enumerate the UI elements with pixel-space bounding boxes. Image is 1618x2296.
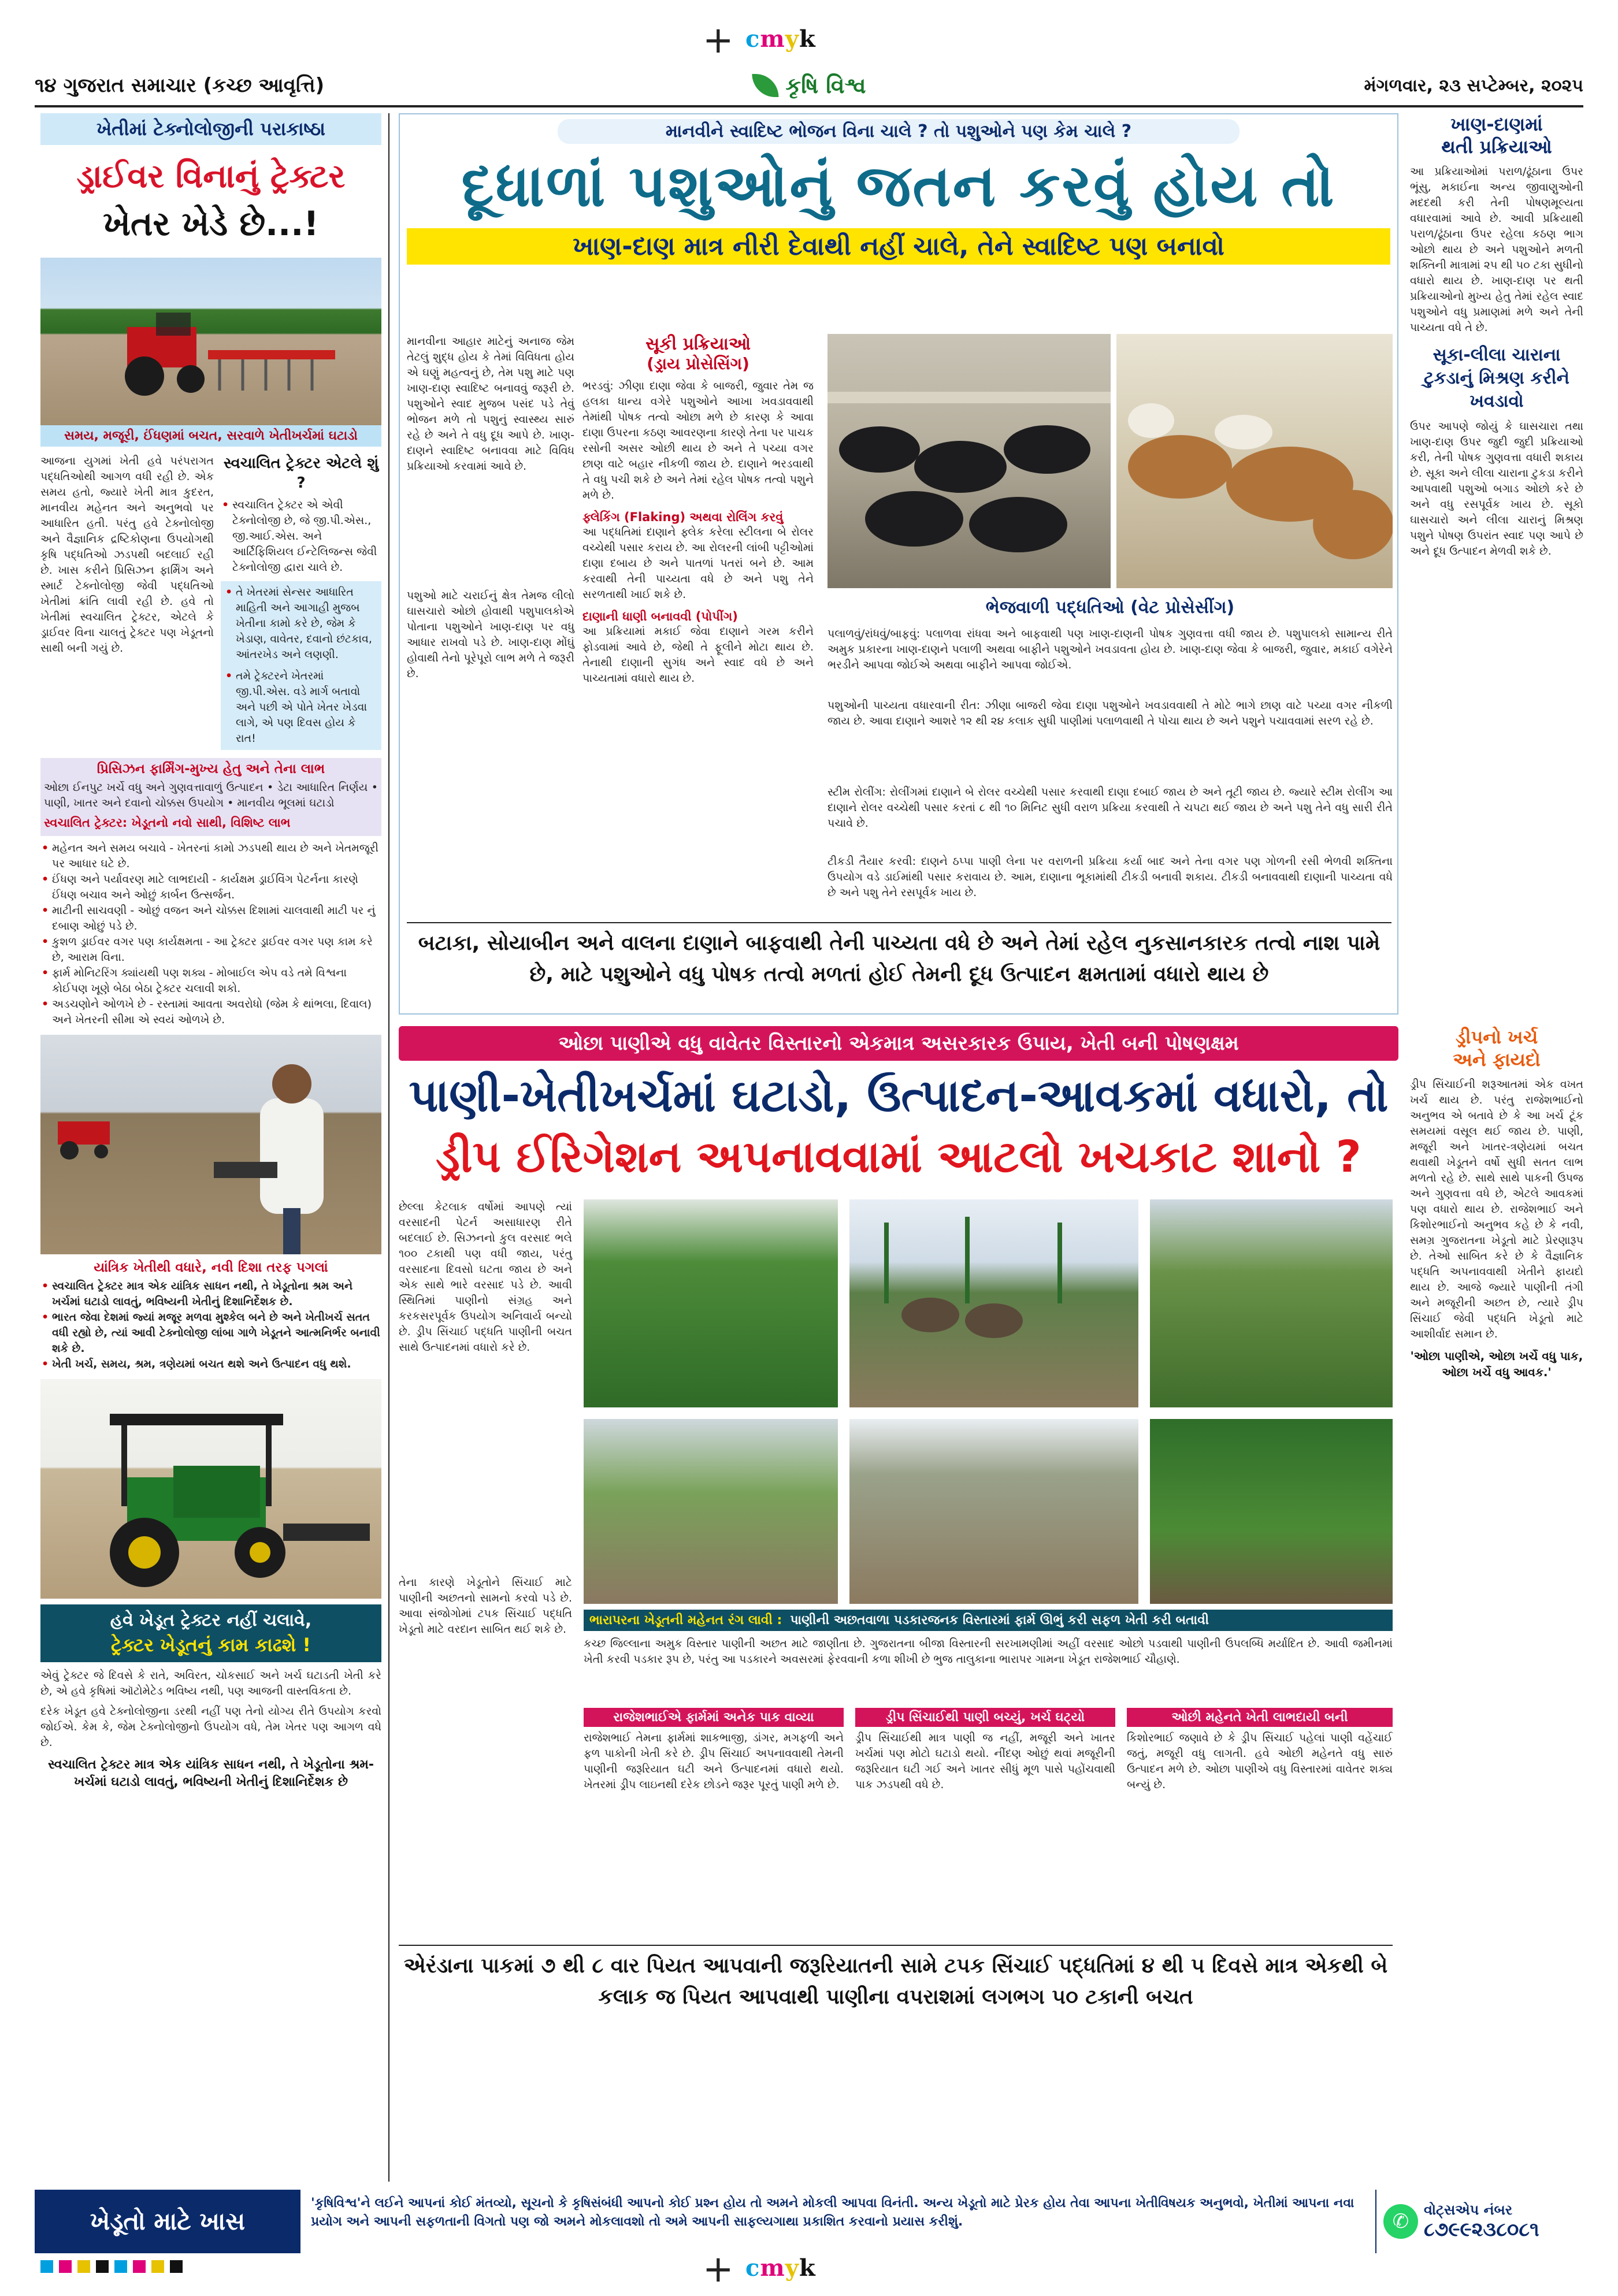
pellet-text: ટીકડી તૈયાર કરવી: દાણને ઠપ્પા પાણી લેના પર વરાળની પ્રક્રિયા કર્યા બાદ અને તેના વગર પણ ગોળની રસી ભેળવી શક્તિના ઉપયોગ વડે ડાઈમાંથી પસાર કરાવાય છે. આમ, દાણાના ભૂકામાંથી ટીકડી બનાવી શકાય. ટીકડી બનાવવાથી દાણાની પાચ્યતા વધે છે અને પશુ તેને રસપૂર્વક ખાય છે. (827, 855, 1393, 899)
future-item: • ભારત જેવા દેશમાં જ્યાં મજૂર મળવા મુશ્કેલ બને છે અને ખેતીખર્ચ સતત વધી રહ્યો છે, ત્યાં આવી ટેક્નોલોજી લાંબા ગાળે ખેડૂતને આત્મનિર્ભર બનાવી શકે છે. (40, 1310, 381, 1357)
col3-head: ઓછી મહેનતે ખેતી લાભદાયી બની (1127, 1708, 1393, 1727)
cmyk-mark-bottom: cmyk (745, 2254, 816, 2282)
roll-text: આ પદ્ધતિમાં દાણાને ફ્લેક કરેલા સ્ટીલના બે રોલર વચ્ચેથી પસાર કરાય છે. આ રોલરની લાંબી પટ્ટીઓમાં દાણા દબાય છે અને પાતળાં પતરાં બને છે. આમ કરવાથી તેની પાચ્યતા વધે છે અને પશુ તેને સરળતાથી ખાઈ શકે છે. (582, 526, 814, 601)
drip-photo-crop (1150, 1419, 1393, 1604)
inset-text: કચ્છ જિલ્લાના અમુક વિસ્તાર પાણીની અછત માટે જાણીતા છે. ગુજરાતના બીજા વિસ્તારની સરખામણીમાં અહીં વરસાદ ઓછો પડવાથી પાણીની ઉપલબ્ધિ મર્યાદિત છે. આવી જમીનમાં ખેતી કરવી પડકાર રૂપ છે, પરંતુ આ પડકારને અવસરમાં ફેરવવાની કળા શીખી છે ભુજ તાલુકાના ભારાપર ગામના ખેડૂત રાજેશભાઈ ચૌહાણે. (584, 1637, 1393, 1666)
box-title: સ્વચાલિત ટ્રેક્ટર એટલે શું ? (223, 455, 379, 492)
cattle-feed-story (399, 113, 1398, 1015)
col2-head: ડ્રીપ સિંચાઈથી પાણી બચ્યું, ખર્ચ ઘટ્યો (855, 1708, 1115, 1727)
side-text: ડ્રીપ સિંચાઈની શરૂઆતમાં એક વખત ખર્ચ થાય છે. પરંતુ રાજેશભાઈનો અનુભવ એ બતાવે છે કે આ ખર્ચ ટૂંક સમયમાં વસૂલ થઈ જાય છે. પાણી, મજૂરી અને ખાતર-ત્રણેયમાં બચત થવાથી ખેડૂતને વર્ષો સુધી સતત લાભ મળતો રહે છે. સાથે સાથે પાકની ઉપજ અને ગુણવત્તા વધે છે, એટલે આવકમાં પણ વધારો થાય છે. રાજેશભાઈ અને કિશોરભાઈનો અનુભવ કહે છે કે નવી, સમગ્ર ગુજરાતના ખેડૂતો માટે પ્રેરણારૂપ છે. તેઓ સાબિત કરે છે કે વૈજ્ઞાનિક પદ્ધતિ અપનાવવાથી ખેતીને ફાયદો થાય છે. આજે જ્યારે પાણીની તંગી અને મજૂરીની અછત છે, ત્યારે ડ્રીપ સિંચાઈ જેવી પદ્ધતિ ખેડૂતો માટે આશીર્વાદ સમાન છે. (1410, 1078, 1583, 1340)
footer-text: 'કૃષિવિશ્વ'ને લઈને આપનાં કોઈ મંતવ્યો, સૂચનો કે કૃષિસંબંધી આપનો કોઈ પ્રશ્ન હોય તો અમને મોકલી આપવા વિનંતી. અન્ય ખેડૂતો માટે પ્રેરક હોય તેવા આપના ખેતીવિષયક અનુભવો, ખેતીમાં આપના નવા પ્રયોગ અને આપની સફળતાની વિગતો પણ જો અમને મોકલાવશો તો અમે આપની સાફલ્યગાથા પ્રકાશિત કરવાનો પ્રયાસ કરીશું. (300, 2190, 1375, 2253)
drip-col-2 (855, 1708, 1115, 1793)
tractor-banner-line-1: હવે ખેડૂત ટ્રેક્ટર નહીં ચલાવે, (110, 1610, 312, 1630)
col3-text: કિશોરભાઈ જણાવે છે કે ડ્રીપ સિંચાઈ પહેલાં પાણી વહેંચાઈ જતું, મજૂરી વધુ લાગતી. હવે ઓછી મહેનતે વધુ સારું ઉત્પાદન મળે છે. ઓછા પાણીએ વધુ વિસ્તારમાં વાવેતર શક્ય બન્યું છે. (1127, 1732, 1393, 1791)
drip-photo-field (849, 1419, 1138, 1604)
paper-name: ૧૪ ગુજરાત સમાચાર (કચ્છ આવૃત્તિ) (35, 74, 325, 97)
benefit-item: • અડચણોને ઓળખે છે - રસ્તામાં આવતા અવરોધો (જેમ કે થાંભલા, દિવાલ) અને ખેતરની સીમા એ સ્વયં ઓળખે છે. (40, 997, 381, 1028)
registration-cross-top: + (703, 19, 734, 62)
benefit-item: • કુશળ ડ્રાઈવર વગર પણ કાર્યક્ષમતા - આ ટ્રેક્ટર ડ્રાઈવર વગર પણ કામ કરે છે, આરામ વિના. (40, 934, 381, 965)
col1-text: રાજેશભાઈ તેમના ફાર્મમાં શાકભાજી, ડાંગર, મગફળી અને ફળ પાકોની ખેતી કરે છે. ડ્રીપ સિંચાઈ અપનાવવાથી તેમની પાણીની જરૂરિયાત ઘટી અને ઉત્પાદનમાં વધારો થયો. ખેતરમાં ડ્રીપ લાઇનથી દરેક છોડને જરૂર પૂરતું પાણી મળે છે. (584, 1732, 844, 1791)
drip-headline-1: પાણી-ખેતીખર્ચમાં ઘટાડો, ઉત્પાદન-આવકમાં વધારો, તો (409, 1070, 1389, 1122)
right-head-1: ખાણ-દાણમાં (1450, 113, 1543, 135)
drip-col-3 (1127, 1708, 1393, 1793)
drip-photo-rows (1150, 1199, 1393, 1407)
left-intro: આજના યુગમાં ખેતી હવે પરંપરાગત પદ્ધતિઓથી આગળ વધી રહી છે. એક સમય હતો, જ્યારે ખેતી માત્ર કુદરત, માનવીય મહેનત અને અનુભવો પર આધારિત હતી. પરંતુ હવે ટેક્નોલોજી અને વૈજ્ઞાનિક દ્રષ્ટિકોણના ઉપયોગથી કૃષિ પદ્ધતિઓ ઝડપથી બદલાઈ રહી છે. ખાસ કરીને પ્રિસિઝન ફાર્મિંગ અને સ્માર્ટ ટેક્નોલોજી જેવી પદ્ધતિઓ ખેતીમાં ક્રાંતિ લાવી રહી છે. હવે તો ખેતીમાં સ્વચાલિત ટ્રેક્ટર, એટલે કે ડ્રાઈવર વિના ચાલતું ટ્રેક્ટર પણ ખેડૂતનો સાથી બની ગયું છે. (40, 455, 214, 655)
masthead (35, 69, 1583, 102)
closing-bold: સ્વચાલિત ટ્રેક્ટર માત્ર એક યાંત્રિક સાધન નથી, તે ખેડૂતોના શ્રમ-ખર્ચમાં ઘટાડો લાવતું, ભવિષ્યની ખેતીનું દિશાનિર્દેશક છે (47, 1758, 374, 1789)
tractor-banner-line-2: ટ્રેક્ટર ખેડૂતનું કામ કાઢશે ! (110, 1634, 311, 1656)
dry-head-1: સૂકી પ્રક્રિયાઓ (645, 334, 751, 354)
precision-text: ઓછા ઈનપુટ ખર્ચે વધુ અને ગુણવત્તાવાળું ઉત્પાદન • ડેટા આધારિત નિર્ણય • પાણી, ખાતર અને દવાનો ચોક્કસ ઉપયોગ • માનવીય ભૂલમાં ઘટાડો (44, 781, 378, 809)
whatsapp-number: ૮૭૯૯૨૩૮૦૮૧ (1424, 2218, 1539, 2241)
pop-head: દાણાની ધાણી બનાવવી (પોપીંગ) (582, 610, 738, 623)
future-item: • ખેતી ખર્ચ, સમય, શ્રમ, ત્રણેયમાં બચત થશે અને ઉત્પાદન વધુ થશે. (40, 1357, 381, 1372)
side-quote: 'ઓછા પાણીએ, ઓછા ખર્ચે વધુ પાક, ઓછા ખર્ચે વધુ આવક.' (1410, 1349, 1583, 1379)
photo-caption: ભેજવાળી પદ્ધતિઓ (વેટ પ્રોસેસીંગ) (985, 597, 1235, 618)
inset-label: ભારાપરના ખેડૂતની મહેનત રંગ લાવી : (589, 1613, 782, 1628)
benefit-item: • માટીની સાચવણી - ઓછું વજન અને ચોક્કસ દિશામાં ચાલવાથી માટી પર નું દબાણ ઓછું પડે છે. (40, 903, 381, 934)
left-headline-1: ડ્રાઈવર વિનાનું ટ્રેક્ટર (76, 158, 346, 195)
benefit-item: • ફાર્મ મોનિટરિંગ ક્યાંયથી પણ શક્ય - મોબાઈલ એપ વડે તમે વિશ્વના કોઈપણ ખૂણે બેઠા બેઠા ટ્રેક્ટર ચલાવી શકો. (40, 965, 381, 997)
drip-photo-bullocks (849, 1199, 1138, 1407)
drip-irrigation-story (399, 1026, 1398, 2176)
roll-head: ફ્લેકિંગ (Flaking) અથવા રોલિંગ કરવું (582, 510, 784, 524)
left-photo-caption: સમય, મજૂરી, ઈંધણમાં બચત, સરવાળે ખેતીખર્ચમાં ઘટાડો (40, 425, 381, 447)
center-footer: બટાકા, સોયાબીન અને વાલના દાણાને બાફવાથી તેની પાચ્યતા વધે છે અને તેમાં રહેલ નુકસાનકારક તત્વો નાશ પામે છે, માટે પશુઓને વધુ પોષક તત્વો મળતાં હોઈ તેમની દૂધ ઉત્પાદન ક્ષમતામાં વધારો થાય છે (418, 931, 1381, 986)
col2-text: ડ્રીપ સિંચાઈથી માત્ર પાણી જ નહીં, મજૂરી અને ખાતર ખર્ચમાં પણ મોટો ઘટાડો થયો. નીંદણ ઓછું થવાં મજૂરીની જરૂરિયાત ઘટી ગઈ અને ખાતર સીધું મૂળ પાસે પહોંચવાથી પાક ઝડપથી વધે છે. (855, 1732, 1115, 1791)
footer-label: ખેડૂતો માટે ખાસ (90, 2207, 246, 2235)
box-text: • સ્વચાલિત ટ્રેક્ટર એ એવી ટેક્નોલોજી છે, જે જી.પી.એસ., જી.આઈ.એસ. અને આર્ટિફિશિયલ ઈન્ટેલિજન્સ જેવી ટેક્નોલોજી દ્વારા ચાલે છે. (221, 497, 381, 575)
center-intro: માનવીના આહાર માટેનું અનાજ જેમ તેટલું શુદ્ધ હોય કે તેમાં વિવિધતા હોય એ ઘણું મહત્વનું છે, તેમ પશુ માટે પણ ખાણ-દાણ સ્વાદિષ્ટ બનાવવું જરૂરી છે. પશુઓને સ્વાદ મુજબ પસંદ પડે તેવું ભોજન મળે તો પશુનું સ્વાસ્થ્ય સારું રહે છે અને તે વધુ દૂધ આપે છે. ખાણ-દાણને સ્વાદિષ્ટ બનાવવા માટે વિવિધ પ્રક્રિયાઓ કરવામાં આવે છે. (407, 335, 574, 473)
tractor-field-photo (40, 258, 381, 425)
cows-photo (1116, 334, 1393, 588)
whatsapp-box (1375, 2190, 1583, 2253)
section-logo (752, 73, 866, 99)
right-head-3: સૂકા-લીલા ચારાના ટુકડાનું મિશ્રણ કરીને ખવડાવો (1424, 345, 1569, 411)
tractor-banner (40, 1604, 381, 1662)
drip-cost-sidebar (1410, 1026, 1583, 2176)
box-bullet: • તમે ટ્રેક્ટરને ખેતરમાં જી.પી.એસ. વડે માર્ગ બતાવો અને પછી એ પોતે ખેતર ખેડવા લાગે, એ પણ દિવસ હોય કે રાત! (224, 668, 378, 746)
green-tractor-photo (40, 1379, 381, 1599)
issue-date: મંગળવાર, ૨૩ સપ્ટેમ્બર, ૨૦૨૫ (1364, 75, 1583, 96)
registration-cross-bottom: + (703, 2248, 734, 2291)
center-intro-cont: પશુઓ માટે ચરાઈનું ક્ષેત્ર તેમજ લીલો ઘાસચારો ઓછો હોવાથી પશુપાલકોએ પોતાના પશુઓને ખાણ-દાણ પર વધુ આધાર રાખવો પડે છે. ખાણ-દાણ મોંઘું હોવાથી તેનો પૂરેપૂરો લાભ મળે તે જરૂરી છે. (407, 589, 574, 680)
drip-photo-pipeline (584, 1419, 838, 1604)
drip-intro: છેલ્લા કેટલાક વર્ષોમાં આપણે ત્યાં વરસાદની પેટર્ન અસાધારણ રીતે બદલાઈ છે. સિઝનનો કુલ વરસાદ ભલે ૧૦૦ ટકાથી પણ વધી જાય, પરંતુ વરસાદના દિવસો ઘટતા જાય છે અને એક સાથે ભારે વરસાદ પડે છે. આવી સ્થિતિમાં પાણીનો સંગ્રહ અને કરકસરપૂર્વક ઉપયોગ અનિવાર્ય બન્યો છે. ડ્રીપ સિંચાઈ પદ્ધતિ પાણીની બચત સાથે ઉત્પાદનમાં વધારો કરે છે. (399, 1201, 572, 1354)
dry-processing-section (582, 334, 814, 686)
whatsapp-label: વોટ્સએપ નંબર (1424, 2202, 1513, 2218)
future-head: યાંત્રિક ખેતીથી વધારે, નવી દિશા તરફ પગલાં (94, 1260, 328, 1275)
left-headline-2: ખેતર ખેડે છે...! (103, 204, 319, 243)
side-head-2: અને ફાયદો (1453, 1049, 1541, 1071)
center-headline: દૂધાળાં પશુઓનું જતન કરવું હોય તો (461, 152, 1336, 220)
center-kicker: માનવીને સ્વાદિષ્ટ ભોજન વિના ચાલે ? તો પશુઓને પણ કેમ ચાલે ? (558, 119, 1240, 144)
whatsapp-icon: ✆ (1383, 2204, 1418, 2239)
driverless-tractor-story (40, 113, 381, 2182)
digest-text: પશુઓની પાચ્યતા વધારવાની રીત: ઝીણા બાજરી જેવા દાણા પશુઓને ખવડાવવાથી તે મોટે ભાગે છાણ વાટે પચ્યા વગર નીકળી જાય છે. આવા દાણાને આશરે ૧૨ થી ૨૪ કલાક સુધી પાણીમાં પલાળવાથી તે પોચા થાય છે અને પશુને પચાવવામાં સરળ રહે છે. (827, 699, 1393, 727)
drip-photo-plants (584, 1199, 838, 1407)
drip-col-1 (584, 1708, 844, 1793)
steam-text: સ્ટીમ રોલીંગ: રોલીંગમાં દાણાને બે રોલર વચ્ચેથી પસાર કરવાથી દાણા દબાઈ જાય છે અને તૂટી જાય છે. જ્યારે સ્ટીમ રોલીંગ આ દાણાને રોલર વચ્ચેથી પસાર કરતાં ૮ થી ૧૦ મિનિટ સુધી વરાળ પ્રક્રિયા કરવાથી તે ચપટા થઈ જાય છે અને પશુ તેને વધુ સારી રીતે પચાવે છે. (827, 786, 1393, 830)
inset-strip (584, 1610, 1393, 1631)
col1-head: રાજેશભાઈએ ફાર્મમાં અનેક પાક વાવ્યા (584, 1708, 844, 1727)
box-bullet: • તે ખેતરમાં સેન્સર આધારિત માહિતી અને આગાહી મુજબ ખેતીના કામો કરે છે, જેમ કે ખેડાણ, વાવેતર, દવાનો છંટકાવ, આંતરખેડ અને લણણી. (224, 585, 378, 663)
right-text-2: ઉપર આપણે જોયું કે ઘાસચારા તથા ખાણ-દાણ ઉપર જુદી જુદી પ્રક્રિયાઓ કરી, તેની પોષક ગુણવત્તા વધારી શકાય છે. સૂકા અને લીલા ચારાના ટુકડા કરીને આપવાથી પશુઓ બગાડ ઓછો કરે છે અને વધુ રસપૂર્વક ખાય છે. સૂકો ઘાસચારો અને લીલા ચારાનું મિશ્રણ પશુને પોષણ ઉપરાંત સ્વાદ પણ આપે છે અને દૂધ ઉત્પાદન મેળવી શકે છે. (1410, 420, 1583, 558)
drip-headline-2: ડ્રીપ ઈરિગેશન અપનાવવામાં આટલો ખચકાટ શાનો ? (436, 1131, 1361, 1182)
precision-head: પ્રિસિઝન ફાર્મિંગ-મુખ્ય હેતુ અને તેના લાભ (97, 761, 325, 777)
benefit-item: • ઈંધણ અને પર્યાવરણ માટે લાભદાયી - કાર્યક્ષમ ડ્રાઈવિંગ પેટર્નના કારણે ઈંધણ બચાવ અને ઓછું કાર્બન ઉત્સર્જન. (40, 872, 381, 903)
pop-text: આ પ્રક્રિયામાં મકાઈ જેવા દાણાને ગરમ કરીને ફોડવામાં આવે છે, જેથી તે ફૂલીને મોટા થાય છે. તેનાથી દાણાની સુગંધ અને સ્વાદ વધે છે અને પાચ્યતામાં વધારો થાય છે. (582, 625, 814, 685)
side-head-1: ડ્રીપનો ખર્ચ (1455, 1026, 1538, 1048)
drip-footer: એરંડાના પાકમાં ૭ થી ૮ વાર પિયત આપવાની જરૂરિયાતની સામે ટપક સિંચાઈ પદ્ધતિમાં ૪ થી ૫ દિવસે માત્ર એકથી બે કલાક જ પિયત આપવાથી પાણીના વપરાશમાં લગભગ ૫૦ ટકાની બચત (403, 1954, 1388, 2009)
drip-intro-cont: તેના કારણે ખેડૂતોને સિંચાઈ માટે પાણીની અછતનો સામનો કરવો પડે છે. આવા સંજોગોમાં ટપક સિંચાઈ પદ્ધતિ ખેડૂતો માટે વરદાન સાબિત થઈ શકે છે. (399, 1576, 572, 1636)
dry-text: ભરડવું: ઝીણા દાણા જેવા કે બાજરી, જુવાર તેમ જ હલકા ધાન્ય વગેરે પશુઓને આખા ખવડાવવાથી તેમાંથી પોષક તત્વો ઓછા મળે છે કારણ કે આવા દાણા ઉપરના કઠણ આવરણના કારણે તેના પર પાચક રસોની અસર ઓછી થાય છે અને તે પચ્યા વગર છાણ વાટે બહાર નીકળી જાય છે. દાણાને ભરડવાથી તે વધુ પચી શકે છે અને તેમાં રહેલ પોષક તત્વો પશુને મળે છે. (582, 380, 814, 501)
benefit-item: • મહેનત અને સમય બચાવે - ખેતરનાં કામો ઝડપથી થાય છે અને ખેતમજૂરી પર આધાર ઘટે છે. (40, 841, 381, 872)
color-bar-bottom (40, 2260, 183, 2273)
drip-banner: ઓછા પાણીએ વધુ વાવેતર વિસ્તારનો એકમાત્ર અસરકારક ઉપાય, ખેતી બની પોષણક્ષમ (399, 1026, 1398, 1061)
center-subhead: ખાણ-દાણ માત્ર નીરી દેવાથી નહીં ચાલે, તેને સ્વાદિષ્ટ પણ બનાવો (407, 228, 1390, 265)
left-kicker: ખેતીમાં ટેક્નોલોજીની પરાકાષ્ઠા (40, 113, 381, 145)
benefits-head: સ્વચાલિત ટ્રેક્ટર: ખેડૂતનો નવો સાથી, વિશિષ્ટ લાભ (44, 816, 291, 830)
processing-sidebar (1410, 113, 1583, 1015)
soak-text: પલાળવું/રાંધવું/બાફવું: પલાળવા રાંધવા અને બાફવાથી પણ ખાણ-દાણની પોષક ગુણવત્તા વધી જાય છે. પશુપાલકો સામાન્ય રીતે અમુક પ્રકારના ખાણ-દાણને પલાળી અથવા બાફીને પશુઓને ખવડાવતા હોય છે. ખાણ-દાણ જેવા કે બાજરી, જુવાર, મકાઈ વગેરેને ભરડીને આપવા જોઈએ અથવા બાફીને આપવા જોઈએ. (827, 627, 1393, 671)
dry-head-2: (ડ્રાય પ્રોસેસિંગ) (647, 354, 749, 373)
cmyk-mark-top: cmyk (745, 25, 816, 53)
farmer-remote-photo (40, 1035, 381, 1254)
section-title: કૃષિ વિશ્વ (785, 72, 866, 98)
inset-head: પાણીની અછતવાળા પડકારજનક વિસ્તારમાં ફાર્મ ઊભું કરી સફળ ખેતી કરી બતાવી (790, 1613, 1209, 1628)
closing-1: એવું ટ્રેક્ટર જે દિવસે કે રાતે, અવિરત, ચોકસાઈ અને ખર્ચ ઘટાડતી ખેતી કરે છે, એ હવે કૃષિમાં ઑટોમેટેડ ભવિષ્ય નથી, પણ આજની વાસ્તવિકતા છે. (40, 1669, 381, 1697)
footer-bar (35, 2190, 1583, 2253)
right-head-2: થતી પ્રક્રિયાઓ (1441, 136, 1552, 158)
closing-2: દરેક ખેડૂત હવે ટેક્નોલોજીના ડરથી નહીં પણ તેનો યોગ્ય રીતે ઉપયોગ કરવો જોઈએ. કેમ કે, જેમ ટેક્નોલોજીનો ઉપયોગ વધે, તેમ ખેતર પણ આગળ વધે છે. (40, 1705, 381, 1749)
buffalo-photo (827, 334, 1111, 588)
right-text-1: આ પ્રક્રિયાઓમાં પરાળ/ઢૂંઠાના ઉપર ભૂંસુ, મકાઈના અન્ય જીવાણુઓની મદદથી કરી તેની પોષણમૂલ્યતા વધારવામાં આવે છે. આવી પ્રક્રિયાથી પરાળ/ઢૂંઠાના ઉપર રહેલા કઠણ ભાગ ઓછો થાય છે અને પશુઓને મળતી શક્તિની માત્રામાં ૨૫ થી ૫૦ ટકા સુધીનો વધારો થાય છે. ખાણ-દાણ પર થતી પ્રક્રિયાઓનો મુખ્ય હેતુ તેમાં રહેલ સ્વાદ પશુઓને વધુ પ્રમાણમાં મળે અને તેની પાચ્યતા વધે તે છે. (1410, 165, 1583, 334)
future-item: • સ્વચાલિત ટ્રેક્ટર માત્ર એક યાંત્રિક સાધન નથી, તે ખેડૂતોના શ્રમ અને ખર્ચમાં ઘટાડો લાવતું, ભવિષ્યની ખેતીનું દિશાનિર્દેશક છે. (40, 1279, 381, 1310)
leaf-icon (752, 74, 778, 97)
